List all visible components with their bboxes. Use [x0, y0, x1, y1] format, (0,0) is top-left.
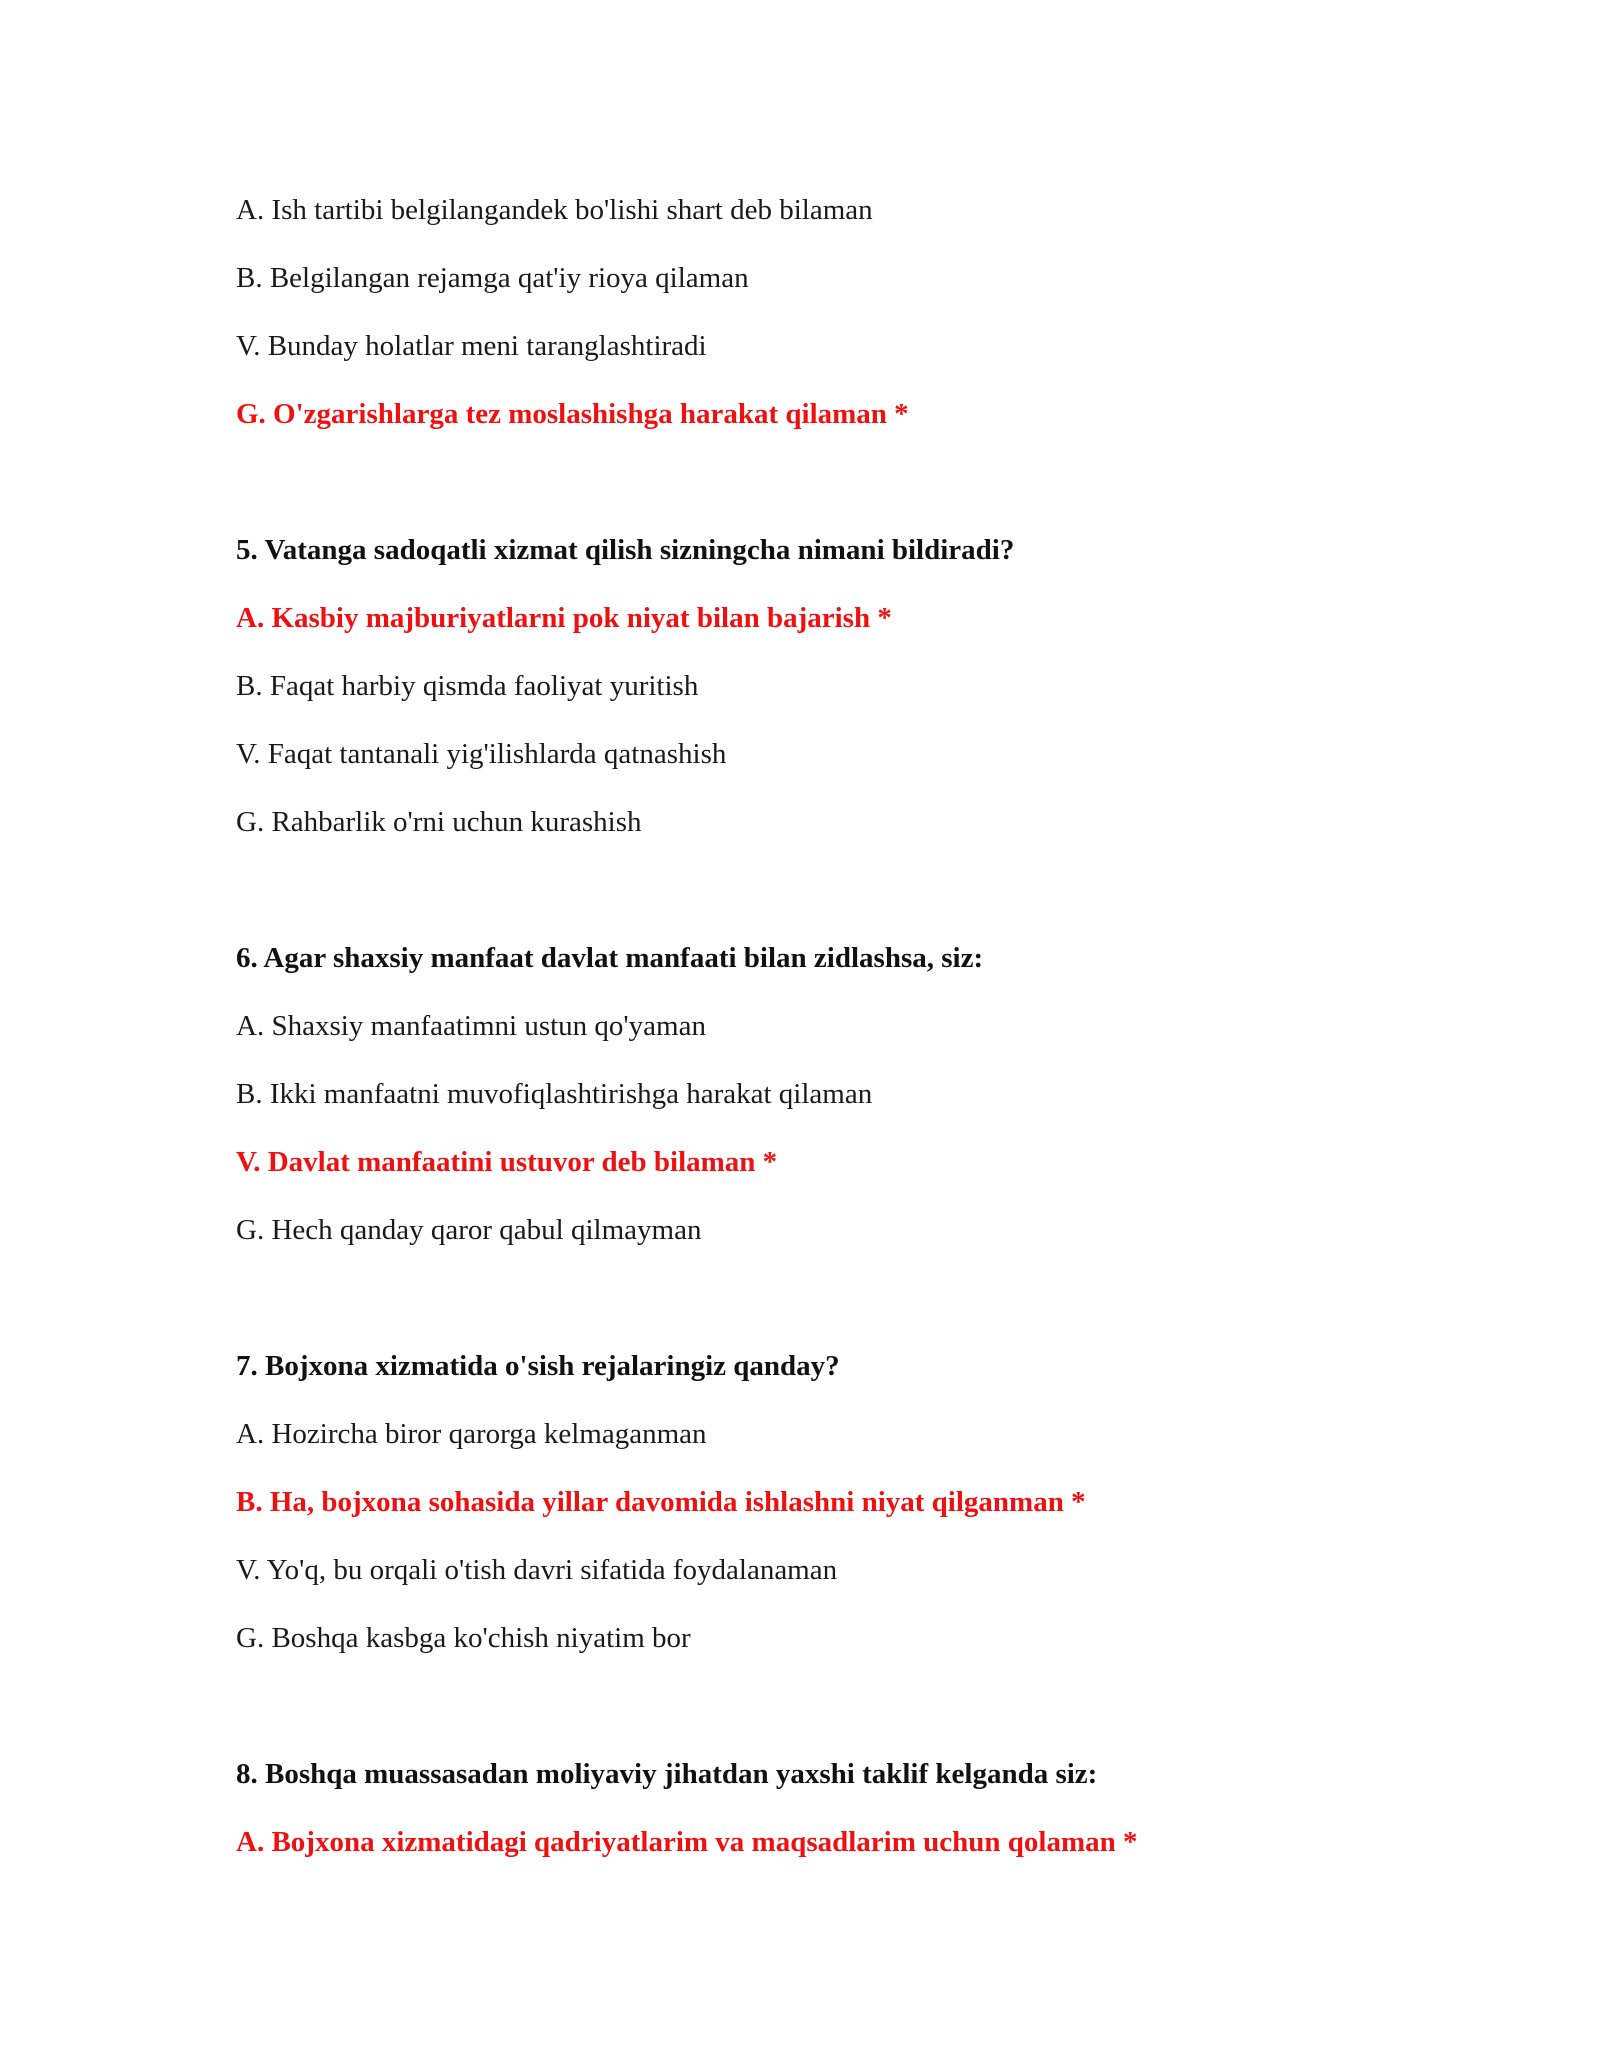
answer-option: G. Rahbarlik o'rni uchun kurashish — [236, 806, 642, 838]
correct-answer-option: G. O'zgarishlarga tez moslashishga harakat qilaman * — [236, 398, 909, 430]
correct-answer-option: A. Bojxona xizmatidagi qadriyatlarim va maqsadlarim uchun qolaman * — [236, 1826, 1138, 1858]
answer-option: A. Hozircha biror qarorga kelmaganman — [236, 1418, 707, 1450]
answer-option: A. Shaxsiy manfaatimni ustun qo'yaman — [236, 1010, 706, 1042]
answer-option: V. Yo'q, bu orqali o'tish davri sifatida foydalanaman — [236, 1554, 838, 1586]
spacer — [236, 856, 1436, 924]
answer-option: B. Belgilangan rejamga qat'iy rioya qilaman — [236, 262, 749, 294]
correct-answer-option: B. Ha, bojxona sohasida yillar davomida ishlashni niyat qilganman * — [236, 1486, 1086, 1518]
answer-option: B. Faqat harbiy qismda faoliyat yuritish — [236, 670, 699, 702]
spacer — [236, 1672, 1436, 1740]
spacer — [236, 448, 1436, 516]
quiz-content — [236, 176, 1436, 1876]
answer-option: B. Ikki manfaatni muvofiqlashtirishga harakat qilaman — [236, 1078, 873, 1110]
answer-option: V. Bunday holatlar meni taranglashtiradi — [236, 330, 707, 362]
spacer — [236, 1264, 1436, 1332]
answer-option: G. Hech qanday qaror qabul qilmayman — [236, 1214, 702, 1246]
question-title: 8. Boshqa muassasadan moliyaviy jihatdan yaxshi taklif kelganda siz: — [236, 1758, 1098, 1790]
correct-answer-option: A. Kasbiy majburiyatlarni pok niyat bilan bajarish * — [236, 602, 892, 634]
answer-option: V. Faqat tantanali yig'ilishlarda qatnashish — [236, 738, 727, 770]
answer-option: A. Ish tartibi belgilangandek bo'lishi shart deb bilaman — [236, 194, 873, 226]
question-title: 5. Vatanga sadoqatli xizmat qilish sizningcha nimani bildiradi? — [236, 534, 1015, 566]
correct-answer-option: V. Davlat manfaatini ustuvor deb bilaman * — [236, 1146, 778, 1178]
question-title: 7. Bojxona xizmatida o'sish rejalaringiz qanday? — [236, 1350, 840, 1382]
answer-option: G. Boshqa kasbga ko'chish niyatim bor — [236, 1622, 691, 1654]
question-title: 6. Agar shaxsiy manfaat davlat manfaati bilan zidlashsa, siz: — [236, 942, 984, 974]
